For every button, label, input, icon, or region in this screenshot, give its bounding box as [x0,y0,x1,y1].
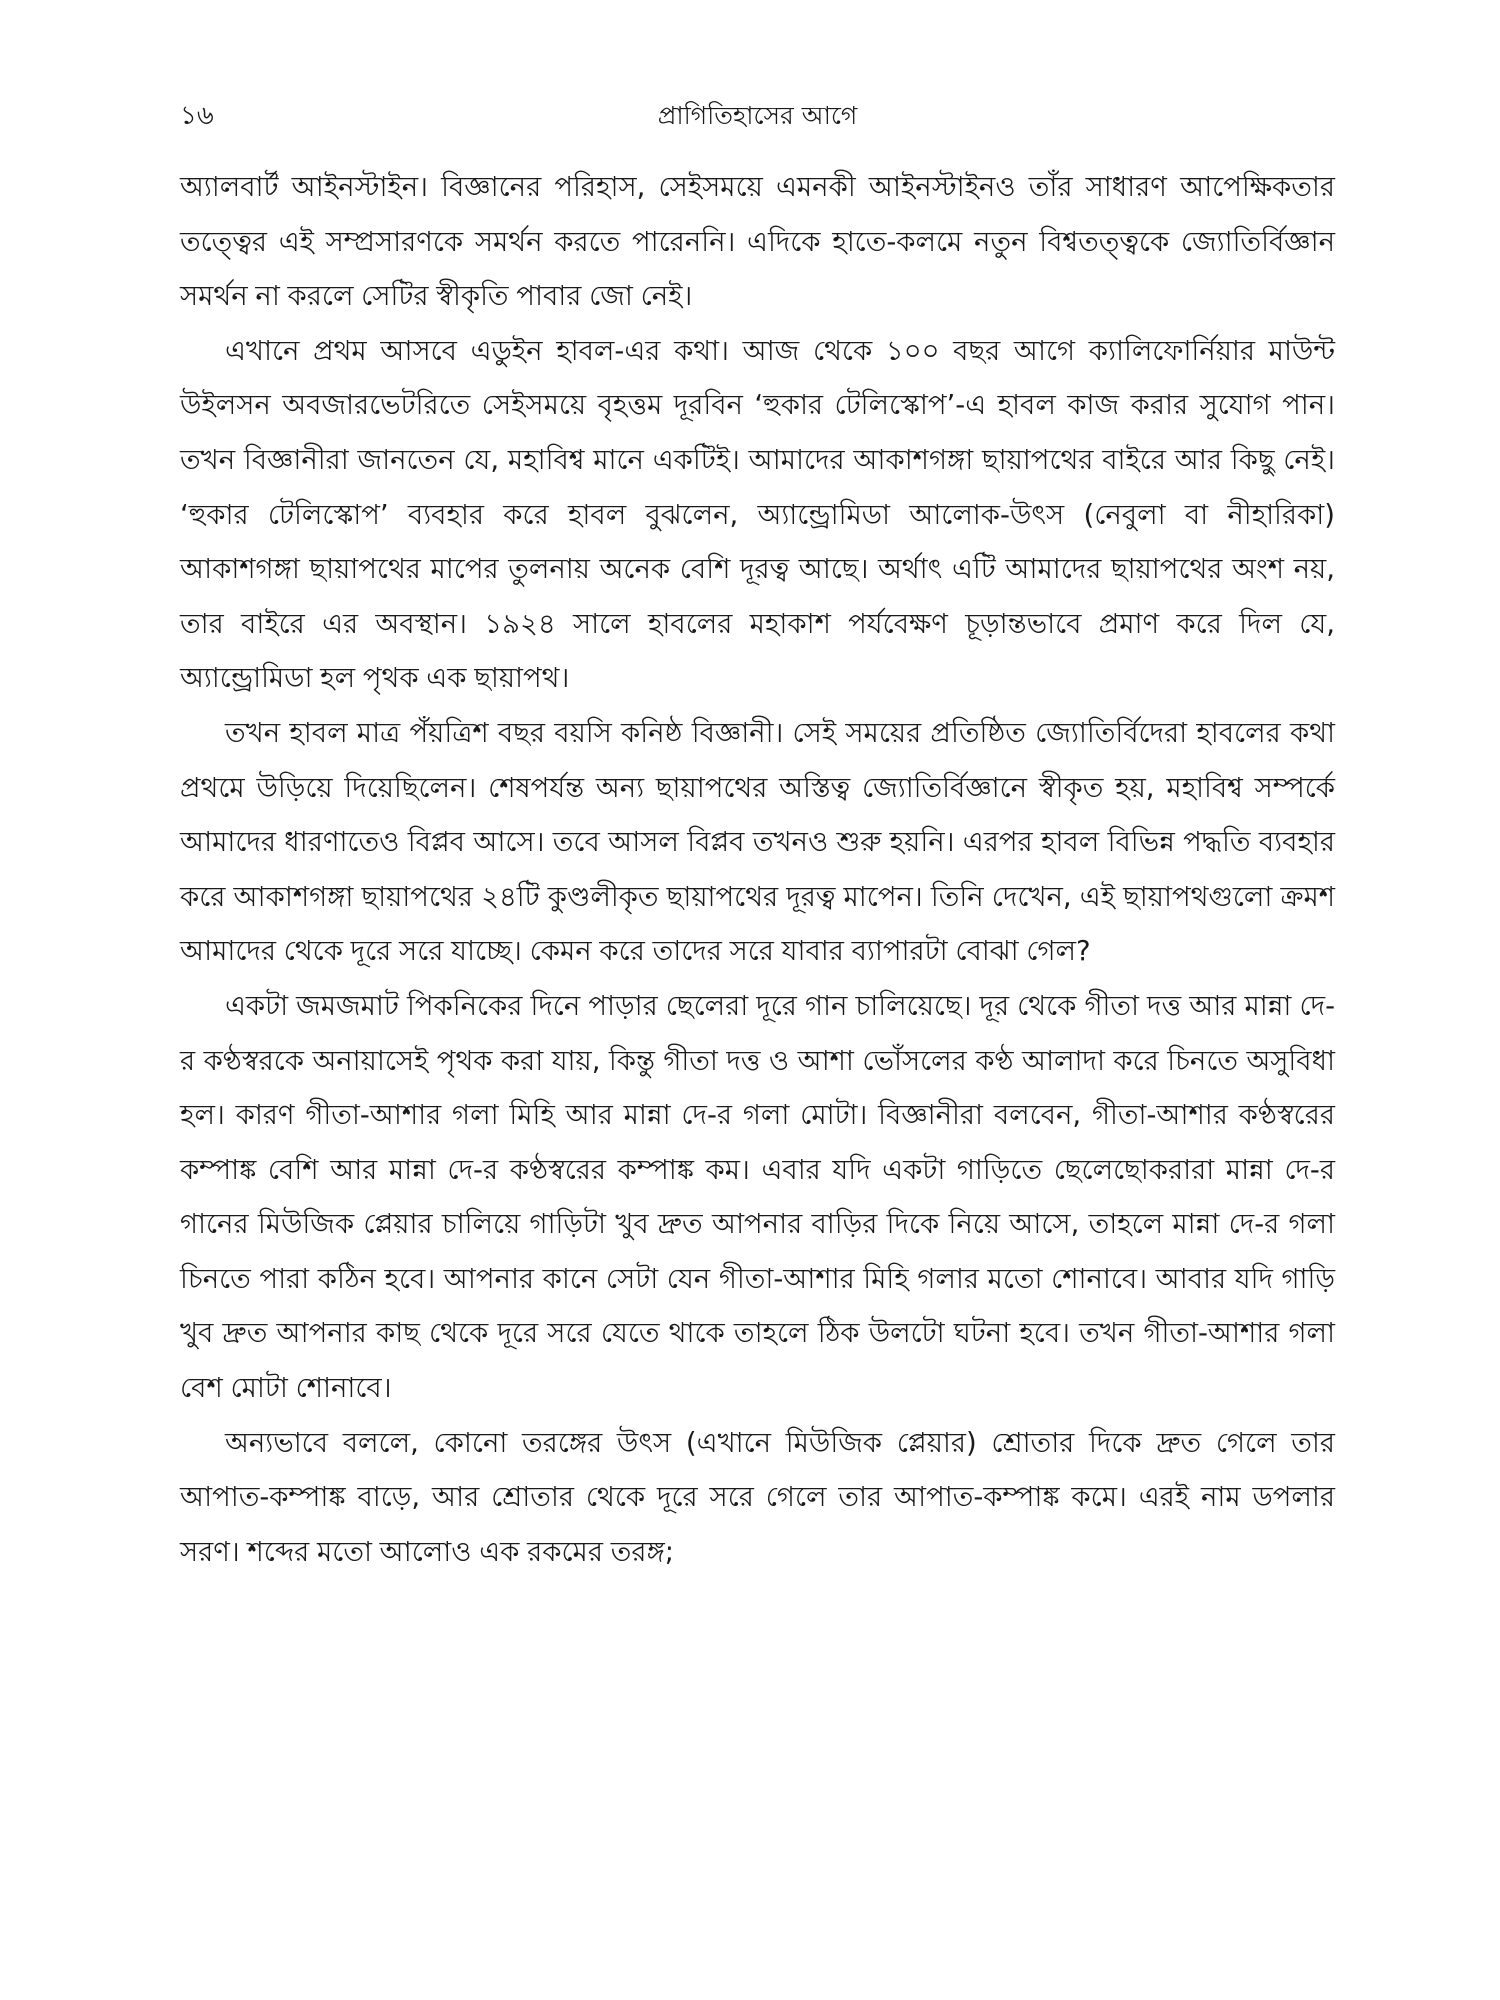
running-title: প্রাগিতিহাসের আগে [657,101,858,130]
paragraph-1: অ্যালবার্ট আইনস্টাইন। বিজ্ঞানের পরিহাস, সেইসময়ে এমনকী আইনস্টাইনও তাঁর সাধারণ আপেক্ষিকতার তত্ত্বের এই সম্প্রসারণকে সমর্থন করতে পারেননি। এদিকে হাতে-কলমে নতুন বিশ্বতত্ত্বকে জ্যোতির্বিজ্ঞান সমর্থন না করলে সেটির স্বীকৃতি পাবার জো নেই। [180,171,1335,313]
paragraph-3: তখন হাবল মাত্র পঁয়ত্রিশ বছর বয়সি কনিষ্ঠ বিজ্ঞানী। সেই সময়ের প্রতিষ্ঠিত জ্যোতির্বিদেরা হাবলের কথা প্রথমে উড়িয়ে দিয়েছিলেন। শেষপর্যন্ত অন্য ছায়াপথের অস্তিত্ব জ্যোতির্বিজ্ঞানে স্বীকৃত হয়, মহাবিশ্ব সম্পর্কে আমাদের ধারণাতেও বিপ্লব আসে। তবে আসল বিপ্লব তখনও শুরু হয়নি। এরপর হাবল বিভিন্ন পদ্ধতি ব্যবহার করে আকাশগঙ্গা ছায়াপথের ২৪টি কুণ্ডলীকৃত ছায়াপথের দূরত্ব মাপেন। তিনি দেখেন, এই ছায়াপথগুলো ক্রমশ আমাদের থেকে দূরে সরে যাচ্ছে। কেমন করে তাদের সরে যাবার ব্যাপারটা বোঝা গেল? [180,716,1335,968]
page-number: ১৬ [180,101,214,131]
paragraph-5: অন্যভাবে বললে, কোনো তরঙ্গের উৎস (এখানে মিউজিক প্লেয়ার) শ্রোতার দিকে দ্রুত গেলে তার আপাত-কম্পাঙ্ক বাড়ে, আর শ্রোতার থেকে দূরে সরে গেলে তার আপাত-কম্পাঙ্ক কমে। এরই নাম ডপলার সরণ। শব্দের মতো আলোও এক রকমের তরঙ্গ; [180,1426,1335,1568]
paragraph-2: এখানে প্রথম আসবে এডুইন হাবল-এর কথা। আজ থেকে ১০০ বছর আগে ক্যালিফোর্নিয়ার মাউন্ট উইলসন অবজারভেটরিতে সেইসময়ে বৃহত্তম দূরবিন ‘হুকার টেলিস্কোপ’-এ হাবল কাজ করার সুযোগ পান। তখন বিজ্ঞানীরা জানতেন যে, মহাবিশ্ব মানে একটিই। আমাদের আকাশগঙ্গা ছায়াপথের বাইরে আর কিছু নেই। ‘হুকার টেলিস্কোপ’ ব্যবহার করে হাবল বুঝলেন, অ্যান্ড্রোমিডা আলোক-উৎস (নেবুলা বা নীহারিকা) আকাশগঙ্গা ছায়াপথের মাপের তুলনায় অনেক বেশি দূরত্ব আছে। অর্থাৎ এটি আমাদের ছায়াপথের অংশ নয়, তার বাইরে এর অবস্থান। ১৯২৪ সালে হাবলের মহাকাশ পর্যবেক্ষণ চূড়ান্তভাবে প্রমাণ করে দিল যে, অ্যান্ড্রোমিডা হল পৃথক এক ছায়াপথ। [180,334,1335,695]
running-header [180,96,1335,136]
paragraph-4: একটা জমজমাট পিকনিকের দিনে পাড়ার ছেলেরা দূরে গান চালিয়েছে। দূর থেকে গীতা দত্ত আর মান্না দে-র কণ্ঠস্বরকে অনায়াসেই পৃথক করা যায়, কিন্তু গীতা দত্ত ও আশা ভোঁসলের কণ্ঠ আলাদা করে চিনতে অসুবিধা হল। কারণ গীতা-আশার গলা মিহি আর মান্না দে-র গলা মোটা। বিজ্ঞানীরা বলবেন, গীতা-আশার কণ্ঠস্বরের কম্পাঙ্ক বেশি আর মান্না দে-র কণ্ঠস্বরের কম্পাঙ্ক কম। এবার যদি একটা গাড়িতে ছেলেছোকরারা মান্না দে-র গানের মিউজিক প্লেয়ার চালিয়ে গাড়িটা খুব দ্রুত আপনার বাড়ির দিকে নিয়ে আসে, তাহলে মান্না দে-র গলা চিনতে পারা কঠিন হবে। আপনার কানে সেটা যেন গীতা-আশার মিহি গলার মতো শোনাবে। আবার যদি গাড়ি খুব দ্রুত আপনার কাছ থেকে দূরে সরে যেতে থাকে তাহলে ঠিক উলটো ঘটনা হবে। তখন গীতা-আশার গলা বেশ মোটা শোনাবে। [180,989,1335,1405]
body-text [180,160,1335,1579]
